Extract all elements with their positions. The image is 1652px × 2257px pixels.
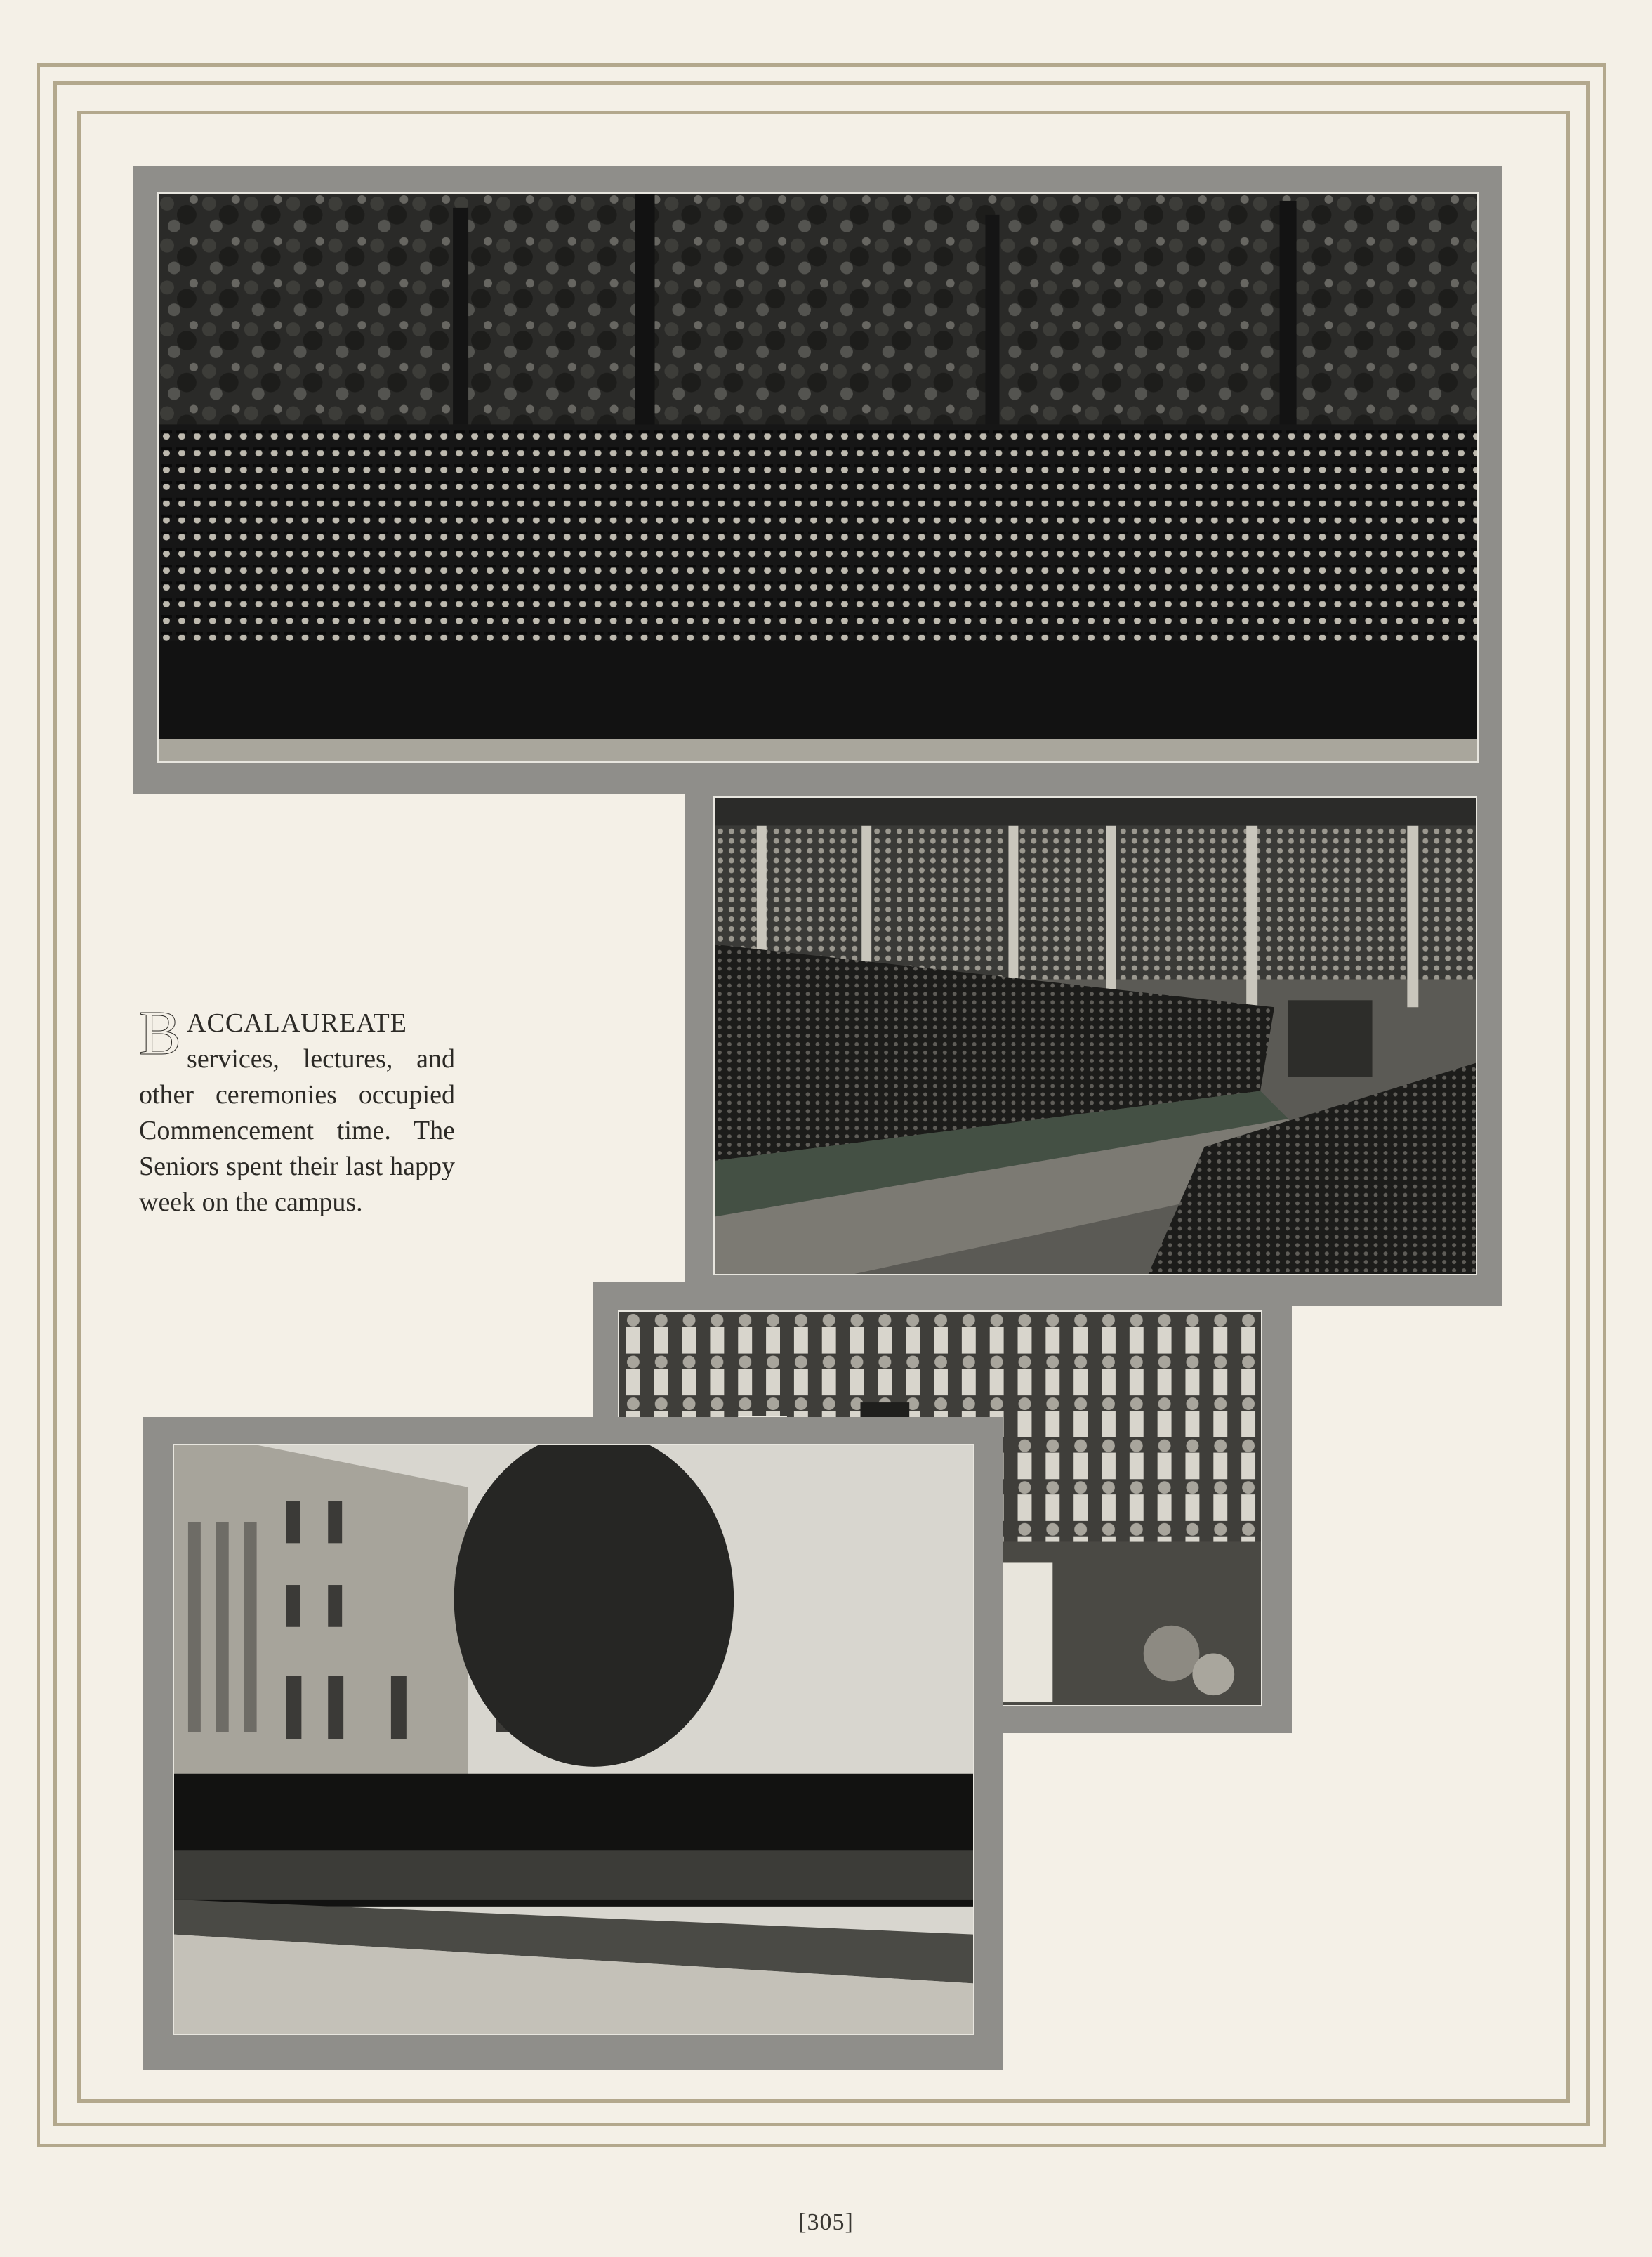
photo-graduates-outdoor-group xyxy=(157,192,1479,763)
caption-lead-word: ACCALAUREATE xyxy=(187,1008,407,1038)
photo-commencement-hall xyxy=(713,796,1477,1275)
photo-procession-building xyxy=(173,1444,974,2035)
drop-cap-letter: B xyxy=(139,999,182,1068)
caption-text xyxy=(139,999,455,1220)
caption-body: services, lectures, and other ceremonies occupied Commencement time. The Seniors spent their last happy week on the campus. xyxy=(139,1044,455,1217)
page-number: [305] xyxy=(798,2209,854,2235)
